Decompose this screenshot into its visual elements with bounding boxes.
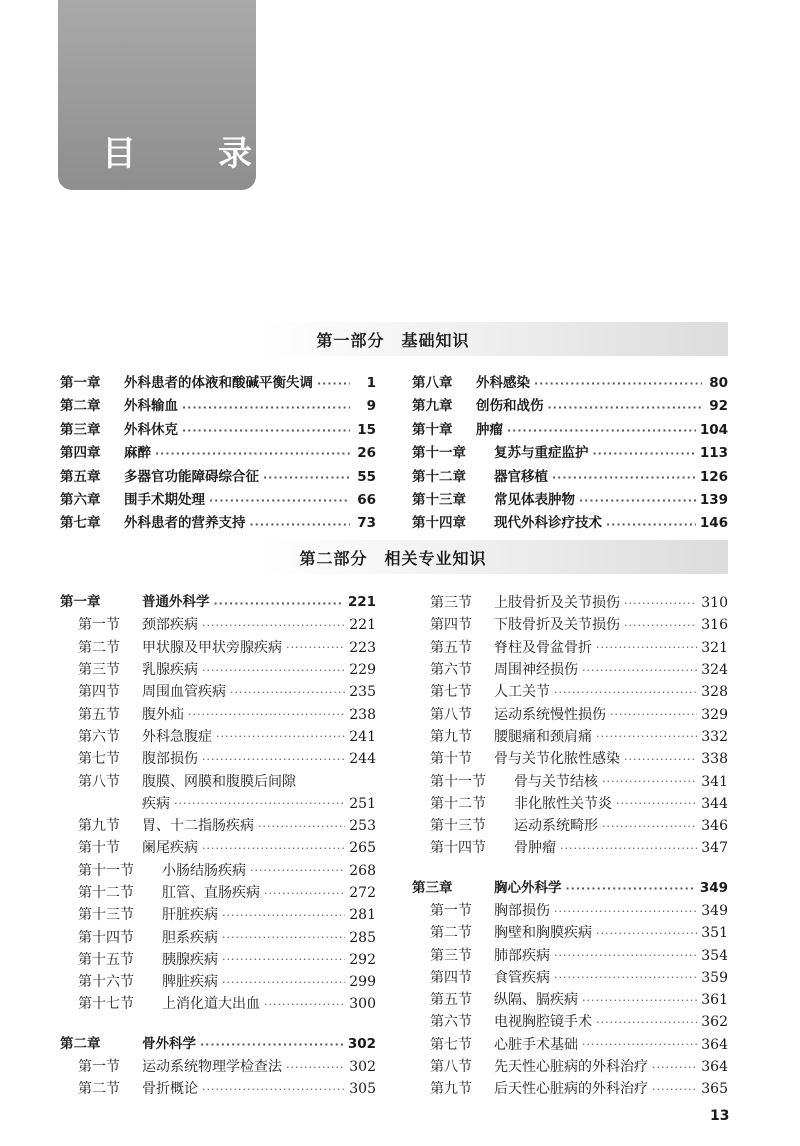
toc-entry-title: 疾病 [142,795,170,812]
toc-gap [412,860,728,878]
toc-leader-dots [610,709,697,720]
toc-entry-number: 第八节 [430,1059,472,1076]
toc-entry-number: 第三节 [78,662,120,679]
toc-section-entry[interactable] [412,726,728,748]
toc-section-entry[interactable] [60,860,376,882]
toc-entry-number: 第二节 [430,925,472,942]
toc-entry-title: 胰腺疾病 [162,951,218,968]
toc-leader-dots [264,888,345,899]
toc-chapter-entry[interactable] [60,512,376,535]
toc-chapter-entry[interactable] [412,878,728,900]
toc-entry-title: 颈部疾病 [142,617,198,634]
toc-entry-title: 骨折概论 [142,1081,198,1098]
part2-right-column [412,592,728,1101]
toc-entry-number: 第六节 [430,1014,472,1031]
toc-chapter-entry[interactable] [412,395,728,418]
toc-entry-number: 第十二节 [78,885,134,901]
toc-entry-title: 外科感染 [476,374,530,391]
toc-page-number: 349 [701,903,728,919]
toc-leader-dots [652,1062,697,1073]
toc-entry-number: 第三章 [60,421,101,438]
toc-page-number: 361 [701,992,728,1009]
toc-entry-number: 第五节 [430,992,472,1009]
toc-chapter-entry[interactable] [412,419,728,442]
toc-entry-title: 纵隔、膈疾病 [494,992,578,1009]
toc-entry-title: 外科输血 [124,398,178,415]
toc-entry-title: 非化脓性关节炎 [514,795,612,812]
toc-chapter-entry[interactable] [60,372,376,395]
toc-leader-dots [202,620,345,631]
toc-leader-dots [582,665,697,676]
toc-page-number: 223 [349,639,376,656]
toc-page-number: 329 [701,706,728,723]
toc-page-number: 359 [701,969,728,986]
toc-entry-number: 第二节 [78,1081,120,1098]
toc-section-entry[interactable] [412,1034,728,1056]
toc-page-number: 328 [701,684,728,701]
toc-leader-dots [317,378,350,389]
toc-section-entry[interactable] [60,1078,376,1100]
toc-section-entry[interactable] [60,837,376,859]
toc-section-entry[interactable] [60,949,376,971]
toc-entry-number: 第九节 [78,818,120,835]
toc-section-entry[interactable] [60,748,376,770]
toc-section-entry[interactable] [412,900,728,922]
toc-leader-dots [250,865,345,876]
toc-chapter-entry[interactable] [412,512,728,535]
toc-entry-title: 肝脏疾病 [162,907,218,924]
toc-entry-title: 创伤和战伤 [476,398,544,415]
toc-page-number: 66 [357,491,376,508]
toc-leader-dots [596,642,697,653]
toc-leader-dots [554,972,697,983]
toc-section-entry[interactable] [60,703,376,725]
toc-gap [60,1016,376,1034]
toc-leader-dots [606,519,696,530]
toc-leader-dots [188,709,345,720]
toc-page-number: 26 [357,445,376,462]
toc-chapter-entry[interactable] [412,489,728,512]
toc-entry-number: 第七节 [430,1036,472,1053]
toc-page-number: 241 [349,728,376,745]
toc-entry-number: 第七章 [60,515,101,532]
toc-leader-dots [616,798,697,809]
toc-page-number: 281 [349,907,376,924]
toc-entry-title: 现代外科诊疗技术 [494,515,602,532]
toc-entry-title: 脊柱及骨盆骨折 [494,639,592,656]
toc-page-number: 92 [709,398,728,415]
toc-leader-dots [200,1039,344,1050]
toc-leader-dots [264,999,345,1010]
toc-entry-number: 第五章 [60,468,101,485]
toc-leader-dots [534,378,702,389]
toc-section-entry[interactable] [412,793,728,815]
toc-entry-number: 第二章 [60,398,101,415]
toc-entry-title: 周围神经损伤 [494,662,578,679]
toc-page-number: 126 [699,468,728,485]
toc-chapter-entry[interactable] [60,466,376,489]
toc-leader-dots [222,977,345,988]
toc-leader-dots [566,883,696,894]
toc-entry-title: 骨肿瘤 [514,840,556,857]
toc-page-number: 351 [701,925,728,942]
toc-entry-number: 第九章 [412,398,453,415]
toc-section-entry[interactable] [412,837,728,859]
toc-entry-title: 小肠结肠疾病 [162,862,246,879]
toc-page-number: 1 [366,374,376,391]
toc-entry-title: 外科患者的体液和酸碱平衡失调 [124,374,313,391]
part1-banner [58,322,728,356]
toc-entry-number: 第四节 [430,617,472,634]
toc-page-number: 244 [349,751,376,768]
toc-entry-number: 第三节 [430,947,472,964]
toc-leader-dots [624,754,697,765]
toc-page-number: 305 [349,1081,376,1098]
toc-entry-number: 第十节 [430,751,472,768]
toc-page-number: 9 [366,398,376,415]
toc-chapter-entry[interactable] [60,592,376,614]
toc-page-number: 229 [349,662,376,679]
toc-title: 目 录 [102,134,276,174]
toc-page-number: 55 [357,468,376,485]
toc-entry-title: 上肢骨折及关节损伤 [494,595,620,612]
toc-section-entry[interactable] [412,922,728,944]
toc-page-number: 285 [349,929,376,946]
toc-page-number: 221 [347,594,376,611]
toc-section-entry[interactable] [412,770,728,792]
toc-page-number: 302 [349,1059,376,1076]
toc-entry-number: 第五节 [78,706,120,723]
toc-entry-title: 肿瘤 [476,421,503,438]
toc-page-number: 332 [701,728,728,745]
toc-page-number: 347 [701,840,728,857]
toc-entry-title: 食管疾病 [494,969,550,986]
toc-entry-title: 周围血管疾病 [142,684,226,701]
toc-page-number: 362 [701,1014,728,1031]
toc-page-number: 238 [349,706,376,723]
toc-leader-dots [216,731,345,742]
toc-section-entry[interactable] [60,793,376,815]
toc-leader-dots [222,910,345,921]
toc-entry-number: 第七节 [78,751,120,768]
toc-entry-number: 第四节 [78,684,120,701]
toc-entry-title: 胸心外科学 [494,879,562,896]
toc-leader-dots [596,928,697,939]
toc-section-entry[interactable] [60,681,376,703]
toc-leader-dots [554,687,697,698]
toc-entry-title: 电视胸腔镜手术 [494,1014,592,1031]
toc-entry-title: 围手术期处理 [124,491,205,508]
toc-section-entry[interactable] [412,637,728,659]
toc-entry-title: 常见体表肿物 [494,491,575,508]
toc-entry-title: 阑尾疾病 [142,840,198,857]
toc-chapter-entry[interactable] [60,1034,376,1056]
toc-entry-title: 器官移植 [494,468,548,485]
toc-section-entry[interactable] [412,967,728,989]
toc-entry-title: 乳腺疾病 [142,662,198,679]
toc-entry-number: 第二节 [78,639,120,656]
toc-entry-title: 运动系统物理学检查法 [142,1059,282,1076]
toc-page-number: 272 [349,885,376,901]
toc-section-entry[interactable] [60,614,376,636]
toc-entry-number: 第十四节 [430,840,486,857]
toc-entry-title: 骨与关节化脓性感染 [494,751,620,768]
toc-entry-number: 第十五节 [78,951,134,968]
toc-section-entry[interactable] [412,592,728,614]
toc-leader-dots [602,821,697,832]
toc-section-entry[interactable] [60,659,376,681]
toc-page-number: 321 [701,639,728,656]
toc-leader-dots [596,731,697,742]
toc-page-number: 15 [357,421,376,438]
toc-entry-title: 骨与关节结核 [514,773,598,790]
toc-entry-title: 多器官功能障碍综合征 [124,468,259,485]
toc-entry-number: 第十二章 [412,468,466,485]
toc-entry-number: 第六节 [430,662,472,679]
toc-page-number: 364 [701,1036,728,1053]
toc-entry-title: 胸部损伤 [494,903,550,919]
toc-chapter-entry[interactable] [60,395,376,418]
page-number: 13 [710,1108,730,1124]
toc-leader-dots [230,687,345,698]
toc-section-entry[interactable] [412,944,728,966]
toc-entry-title: 外科患者的营养支持 [124,515,246,532]
toc-entry-title: 腹膜、网膜和腹膜后间隙 [142,773,296,790]
toc-entry-number: 第六节 [78,728,120,745]
toc-entry-number: 第一节 [78,1059,120,1076]
toc-entry-number: 第一章 [60,374,101,391]
toc-entry-number: 第二章 [60,1036,101,1053]
toc-entry-title: 下肢骨折及关节损伤 [494,617,620,634]
toc-entry-title: 腹外疝 [142,706,184,723]
toc-entry-title: 骨外科学 [142,1036,196,1053]
toc-entry-number: 第九节 [430,728,472,745]
toc-page-number: 80 [709,374,728,391]
toc-leader-dots [596,1017,697,1028]
toc-entry-title: 麻醉 [124,445,151,462]
toc-entry-number: 第十四章 [412,515,466,532]
toc-entry-number: 第十一节 [78,862,134,879]
toc-section-entry[interactable] [60,882,376,904]
toc-section-entry[interactable] [60,637,376,659]
toc-page-number: 113 [699,445,728,462]
toc-entry-number: 第五节 [430,639,472,656]
toc-leader-dots [554,950,697,961]
toc-entry-title: 腹部损伤 [142,751,198,768]
toc-chapter-entry[interactable] [412,466,728,489]
toc-chapter-entry[interactable] [60,489,376,512]
toc-entry-number: 第六章 [60,491,101,508]
toc-entry-number: 第十一章 [412,445,466,462]
part1-title: 第一部分 基础知识 [316,331,470,350]
toc-entry-title: 胸壁和胸膜疾病 [494,925,592,942]
toc-leader-dots [652,1084,697,1095]
toc-entry-title: 运动系统慢性损伤 [494,706,606,723]
toc-leader-dots [250,519,351,530]
toc-section-entry[interactable] [412,614,728,636]
toc-entry-title: 心脏手术基础 [494,1036,578,1053]
toc-section-entry[interactable] [412,1078,728,1100]
toc-chapter-entry[interactable] [60,419,376,442]
toc-entry-title: 复苏与重症监护 [494,445,589,462]
toc-page-number: 300 [349,996,376,1013]
toc-page-number: 268 [349,862,376,879]
toc-entry-number: 第四章 [60,445,101,462]
toc-leader-dots [202,1084,345,1095]
toc-leader-dots [174,798,345,809]
toc-entry-title: 胆系疾病 [162,929,218,946]
toc-page-number: 365 [701,1081,728,1098]
toc-leader-dots [286,1062,345,1073]
toc-entry-number: 第十一节 [430,773,486,790]
toc-entry-number: 第十四节 [78,929,134,946]
toc-section-entry[interactable] [412,1011,728,1033]
toc-page-number: 338 [701,751,728,768]
toc-page-number: 146 [699,515,728,532]
toc-chapter-entry[interactable] [60,442,376,465]
toc-page-number: 341 [701,773,728,790]
toc-entry-number: 第十三节 [430,818,486,835]
toc-page-number: 73 [357,515,376,532]
toc-entry-number: 第三章 [412,879,453,896]
toc-page-number: 354 [701,947,728,964]
toc-leader-dots [582,1039,697,1050]
toc-entry-number: 第四节 [430,969,472,986]
toc-page-number: 139 [699,491,728,508]
toc-section-entry[interactable] [60,971,376,993]
toc-entry-number: 第八章 [412,374,453,391]
toc-entry-number: 第十节 [78,840,120,857]
toc-entry-title: 普通外科学 [142,594,210,611]
toc-entry-number: 第十七节 [78,996,134,1013]
toc-page-number: 324 [701,662,728,679]
toc-entry-title: 甲状腺及甲状旁腺疾病 [142,639,282,656]
toc-page-number: 221 [349,617,376,634]
toc-page-number: 104 [699,421,728,438]
toc-page-number: 235 [349,684,376,701]
toc-section-entry[interactable] [412,659,728,681]
toc-page-number: 251 [349,795,376,812]
toc-leader-dots [222,932,345,943]
toc-entry-title: 胃、十二指肠疾病 [142,818,254,835]
toc-page-number: 346 [701,818,728,835]
toc-entry-title: 腰腿痛和颈肩痛 [494,728,592,745]
toc-entry-number: 第十三节 [78,907,134,924]
toc-leader-dots [554,906,697,917]
toc-entry-title: 外科急腹症 [142,728,212,745]
toc-section-entry[interactable] [60,926,376,948]
toc-entry-number: 第十三章 [412,491,466,508]
toc-page-number: 299 [349,974,376,991]
toc-page-number: 292 [349,951,376,968]
toc-section-entry[interactable] [412,1056,728,1078]
toc-leader-dots [624,598,697,609]
part2-title: 第二部分 相关专业知识 [299,549,487,568]
toc-leader-dots [548,402,703,413]
toc-leader-dots [552,472,696,483]
part2-left-column [60,592,376,1101]
toc-entry-number: 第十六节 [78,974,134,991]
toc-section-entry[interactable] [412,748,728,770]
toc-entry-number: 第八节 [430,706,472,723]
toc-leader-dots [155,448,350,459]
toc-page-number: 253 [349,818,376,835]
toc-entry-number: 第三节 [430,595,472,612]
toc-entry-number: 第七节 [430,684,472,701]
toc-leader-dots [286,642,345,653]
toc-entry-number: 第九节 [430,1081,472,1098]
toc-page-number: 310 [701,595,728,612]
toc-entry-title: 人工关节 [494,684,550,701]
toc-entry-title: 运动系统畸形 [514,818,598,835]
toc-entry-number: 第十章 [412,421,453,438]
toc-chapter-entry[interactable] [412,372,728,395]
toc-page-number: 364 [701,1059,728,1076]
toc-section-entry[interactable] [60,1056,376,1078]
toc-entry-number: 第一节 [430,903,472,919]
toc-entry-title: 外科休克 [124,421,178,438]
toc-section-entry[interactable] [60,770,376,792]
toc-entry-title: 后天性心脏病的外科治疗 [494,1081,648,1098]
toc-leader-dots [593,448,696,459]
toc-section-entry[interactable] [60,726,376,748]
toc-leader-dots [263,472,350,483]
toc-leader-dots [602,776,697,787]
part1-left-column [60,372,376,536]
part2-banner [58,540,728,574]
toc-page-number: 265 [349,840,376,857]
toc-leader-dots [507,425,696,436]
toc-leader-dots [579,495,696,506]
toc-leader-dots [209,495,350,506]
toc-page-number: 302 [347,1036,376,1053]
toc-section-entry[interactable] [412,703,728,725]
toc-entry-title: 先天性心脏病的外科治疗 [494,1059,648,1076]
toc-leader-dots [202,843,345,854]
toc-leader-dots [560,843,697,854]
toc-entry-number: 第八节 [78,773,120,790]
toc-leader-dots [582,995,697,1006]
toc-page-number: 349 [699,879,728,896]
toc-entry-title: 脾脏疾病 [162,974,218,991]
toc-section-entry[interactable] [60,993,376,1015]
toc-section-entry[interactable] [60,904,376,926]
toc-entry-number: 第一章 [60,594,101,611]
toc-chapter-entry[interactable] [412,442,728,465]
toc-leader-dots [182,425,350,436]
part1-right-column [412,372,728,536]
toc-section-entry[interactable] [60,815,376,837]
toc-section-entry[interactable] [412,815,728,837]
toc-leader-dots [202,754,345,765]
toc-leader-dots [202,665,345,676]
toc-leader-dots [258,821,345,832]
toc-leader-dots [222,954,345,965]
toc-entry-title: 肺部疾病 [494,947,550,964]
toc-entry-title: 上消化道大出血 [162,996,260,1013]
toc-entry-number: 第一节 [78,617,120,634]
toc-leader-dots [182,402,350,413]
toc-page-number: 344 [701,795,728,812]
toc-page-number: 316 [701,617,728,634]
toc-section-entry[interactable] [412,989,728,1011]
toc-leader-dots [624,620,697,631]
toc-entry-number: 第十二节 [430,795,486,812]
toc-entry-title: 肛管、直肠疾病 [162,885,260,901]
toc-section-entry[interactable] [412,681,728,703]
toc-leader-dots [214,598,344,609]
